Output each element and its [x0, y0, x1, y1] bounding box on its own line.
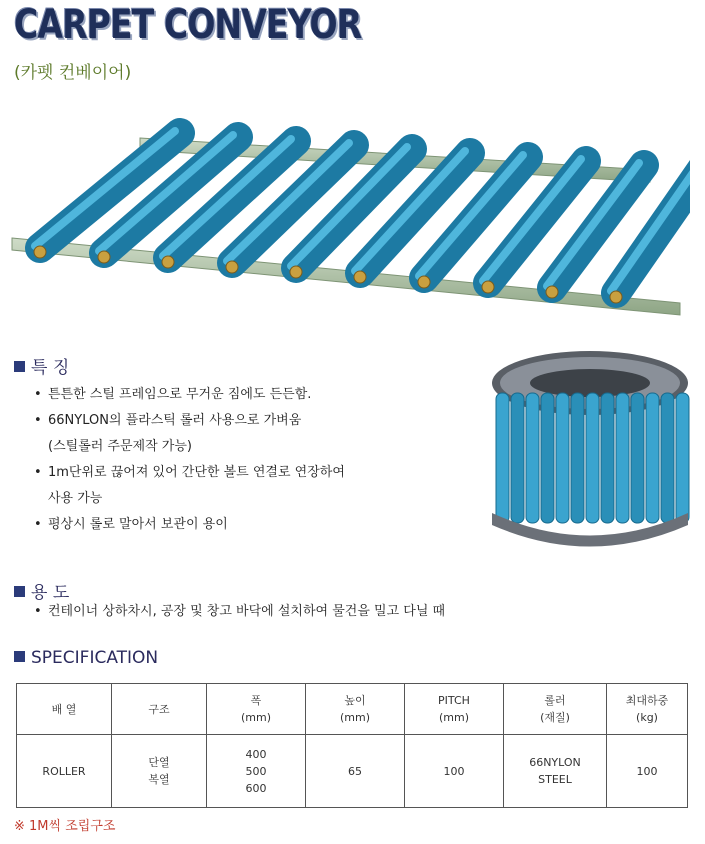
spec-table: [16, 683, 688, 808]
table-row: [17, 735, 688, 808]
col-header-width: 폭 (mm): [207, 684, 306, 735]
roller-graphic: [661, 393, 674, 523]
col-header-max-load: 최대하중 (kg): [607, 684, 688, 735]
table-header-row: [17, 684, 688, 735]
list-item-continuation: (스틸롤러 주문제작 가능): [48, 439, 192, 454]
page-subtitle: (카펫 컨베이어): [14, 63, 132, 83]
carpet-conveyor-image: [10, 118, 690, 333]
bullet-square-icon: [14, 651, 25, 662]
col-header-layout: 배 열: [17, 684, 112, 735]
list-item: • 66NYLON의 플라스틱 롤러 사용으로 가벼움: [34, 413, 302, 428]
cell-structure: 단열 복열: [112, 735, 207, 808]
cell-width: 400 500 600: [207, 735, 306, 808]
list-item: • 튼튼한 스틸 프레임으로 무거운 짐에도 든든함.: [34, 387, 312, 402]
roller-graphic: [556, 393, 569, 523]
usage-list: [34, 599, 445, 625]
roller-graphic: [676, 393, 689, 523]
bullet-square-icon: [14, 361, 25, 372]
roller-graphic: [616, 393, 629, 523]
list-item: • 컨테이너 상하차시, 공장 및 창고 바닥에 설치하여 물건을 밀고 다닐 때: [34, 604, 446, 619]
roller-graphic: [586, 393, 599, 523]
roller-graphic: [541, 393, 554, 523]
features-heading: 특 징: [14, 353, 69, 378]
cell-pitch: 100: [405, 735, 504, 808]
roller-graphic: [571, 393, 584, 523]
cell-roller: 66NYLON STEEL: [504, 735, 607, 808]
roller-graphic: [631, 393, 644, 523]
usage-heading: 용 도: [14, 578, 69, 603]
cell-layout: ROLLER: [17, 735, 112, 808]
col-header-height: 높이 (mm): [306, 684, 405, 735]
cell-height: 65: [306, 735, 405, 808]
rolled-conveyor-image: [488, 343, 693, 548]
roller-graphic: [601, 393, 614, 523]
list-item: • 평상시 롤로 말아서 보관이 용이: [34, 517, 228, 532]
roller-graphic: [496, 393, 509, 523]
bullet-square-icon: [14, 586, 25, 597]
col-header-pitch: PITCH (mm): [405, 684, 504, 735]
cell-max-load: 100: [607, 735, 688, 808]
list-item: • 1m단위로 끊어져 있어 간단한 볼트 연결로 연장하여: [34, 465, 345, 480]
roller-graphic: [511, 393, 524, 523]
col-header-roller: 롤러 (재질): [504, 684, 607, 735]
roller-graphic: [526, 393, 539, 523]
spec-heading: SPECIFICATION: [14, 648, 158, 668]
roller-graphic: [646, 393, 659, 523]
list-item-continuation: 사용 가능: [48, 491, 103, 506]
assembly-note: ※ 1M씩 조립구조: [14, 819, 116, 834]
features-list: [34, 382, 345, 538]
page-title: CARPET CONVEYOR: [14, 2, 362, 48]
col-header-structure: 구조: [112, 684, 207, 735]
